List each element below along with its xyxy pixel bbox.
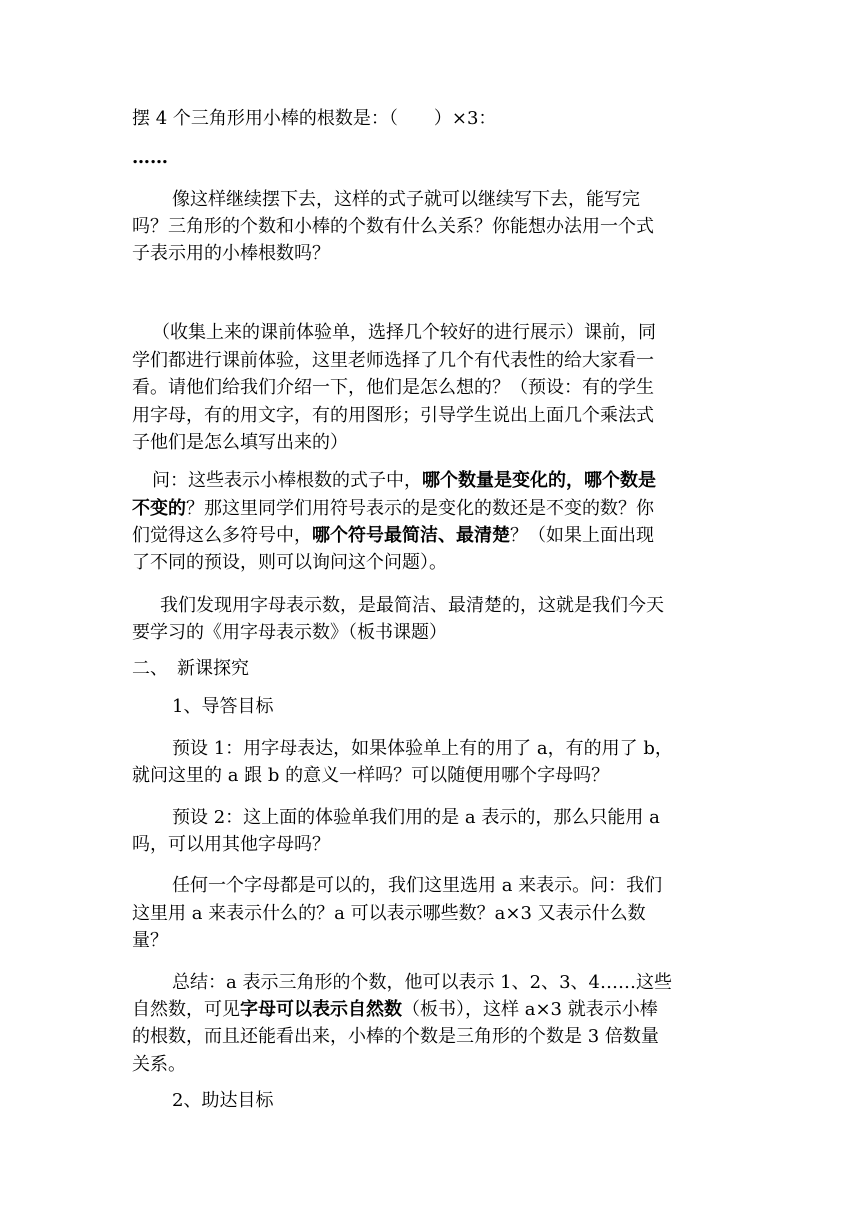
paragraph-line: 总结：a 表示三角形的个数，他可以表示 1、2、3、4……这些 xyxy=(172,972,672,993)
paragraph-line: 这里用 a 来表示什么的？a 可以表示哪些数？a×3 又表示什么数 xyxy=(132,903,646,924)
paragraph-line: 学们都进行课前体验，这里老师选择了几个有代表性的给大家看一 xyxy=(132,350,654,371)
bold-text: 哪个数量是变化的，哪个数是 xyxy=(422,470,656,491)
paragraph-line: 子他们是怎么填写出来的） xyxy=(132,432,348,453)
text-span: 自然数，可见 xyxy=(132,999,240,1020)
paragraph-line: 子表示用的小棒根数吗？ xyxy=(132,243,330,264)
paragraph-line xyxy=(132,995,732,1025)
paragraph-line: 任何一个字母都是可以的，我们这里选用 a 来表示。问：我们 xyxy=(172,875,663,896)
paragraph-line: 吗？三角形的个数和小棒的个数有什么关系？你能想办法用一个式 xyxy=(132,216,654,237)
paragraph-line: 看。请他们给我们介绍一下，他们是怎么想的？（预设：有的学生 xyxy=(132,377,654,398)
paragraph-line xyxy=(132,521,732,551)
paragraph-line: 吗，可以用其他字母吗？ xyxy=(132,834,330,855)
text-span: ？（如果上面出现 xyxy=(510,525,654,546)
paragraph-line: （收集上来的课前体验单，选择几个较好的进行展示）课前，同 xyxy=(152,322,656,343)
paragraph-line: 预设 2：这上面的体验单我们用的是 a 表示的，那么只能用 a xyxy=(172,807,660,828)
text-span: （板书），这样 a×3 就表示小棒 xyxy=(402,999,658,1020)
subsection-heading: 1、导答目标 xyxy=(172,696,274,717)
paragraph-line: 量？ xyxy=(132,930,168,951)
paragraph-line: 摆 4 个三角形用小棒的根数是：（ ）×3： xyxy=(132,108,497,129)
paragraph-line: 的根数，而且还能看出来，小棒的个数是三角形的个数是 3 倍数量 xyxy=(132,1026,659,1047)
section-heading: 二、 新课探究 xyxy=(132,658,249,679)
paragraph-line: 了不同的预设，则可以询问这个问题）。 xyxy=(132,552,447,573)
paragraph-line: 要学习的《用字母表示数》（板书课题） xyxy=(132,622,447,643)
bold-text: 字母可以表示自然数 xyxy=(240,999,402,1020)
paragraph-line: 预设 1：用字母表达，如果体验单上有的用了 a，有的用了 b， xyxy=(172,738,673,759)
bold-text: 哪个符号最简洁、最清楚 xyxy=(312,525,510,546)
text-span: ？那这里同学们用符号表示的是变化的数还是不变的数？你 xyxy=(186,498,654,519)
text-span: 问：这些表示小棒根数的式子中， xyxy=(152,470,422,491)
paragraph-line: 用字母，有的用文字，有的用图形；引导学生说出上面几个乘法式 xyxy=(132,405,654,426)
paragraph-line: 我们发现用字母表示数，是最简洁、最清楚的，这就是我们今天 xyxy=(160,595,664,616)
paragraph-line xyxy=(152,466,752,496)
paragraph-line xyxy=(132,494,732,524)
paragraph-line: 像这样继续摆下去，这样的式子就可以继续写下去，能写完 xyxy=(172,189,640,210)
paragraph-line: 关系。 xyxy=(132,1054,186,1075)
bold-text: 不变的 xyxy=(132,498,186,519)
text-span: 们觉得这么多符号中， xyxy=(132,525,312,546)
paragraph-line: 就问这里的 a 跟 b 的意义一样吗？可以随便用哪个字母吗？ xyxy=(132,765,610,786)
subsection-heading: 2、助达目标 xyxy=(172,1090,274,1111)
ellipsis-line: …… xyxy=(132,147,168,168)
